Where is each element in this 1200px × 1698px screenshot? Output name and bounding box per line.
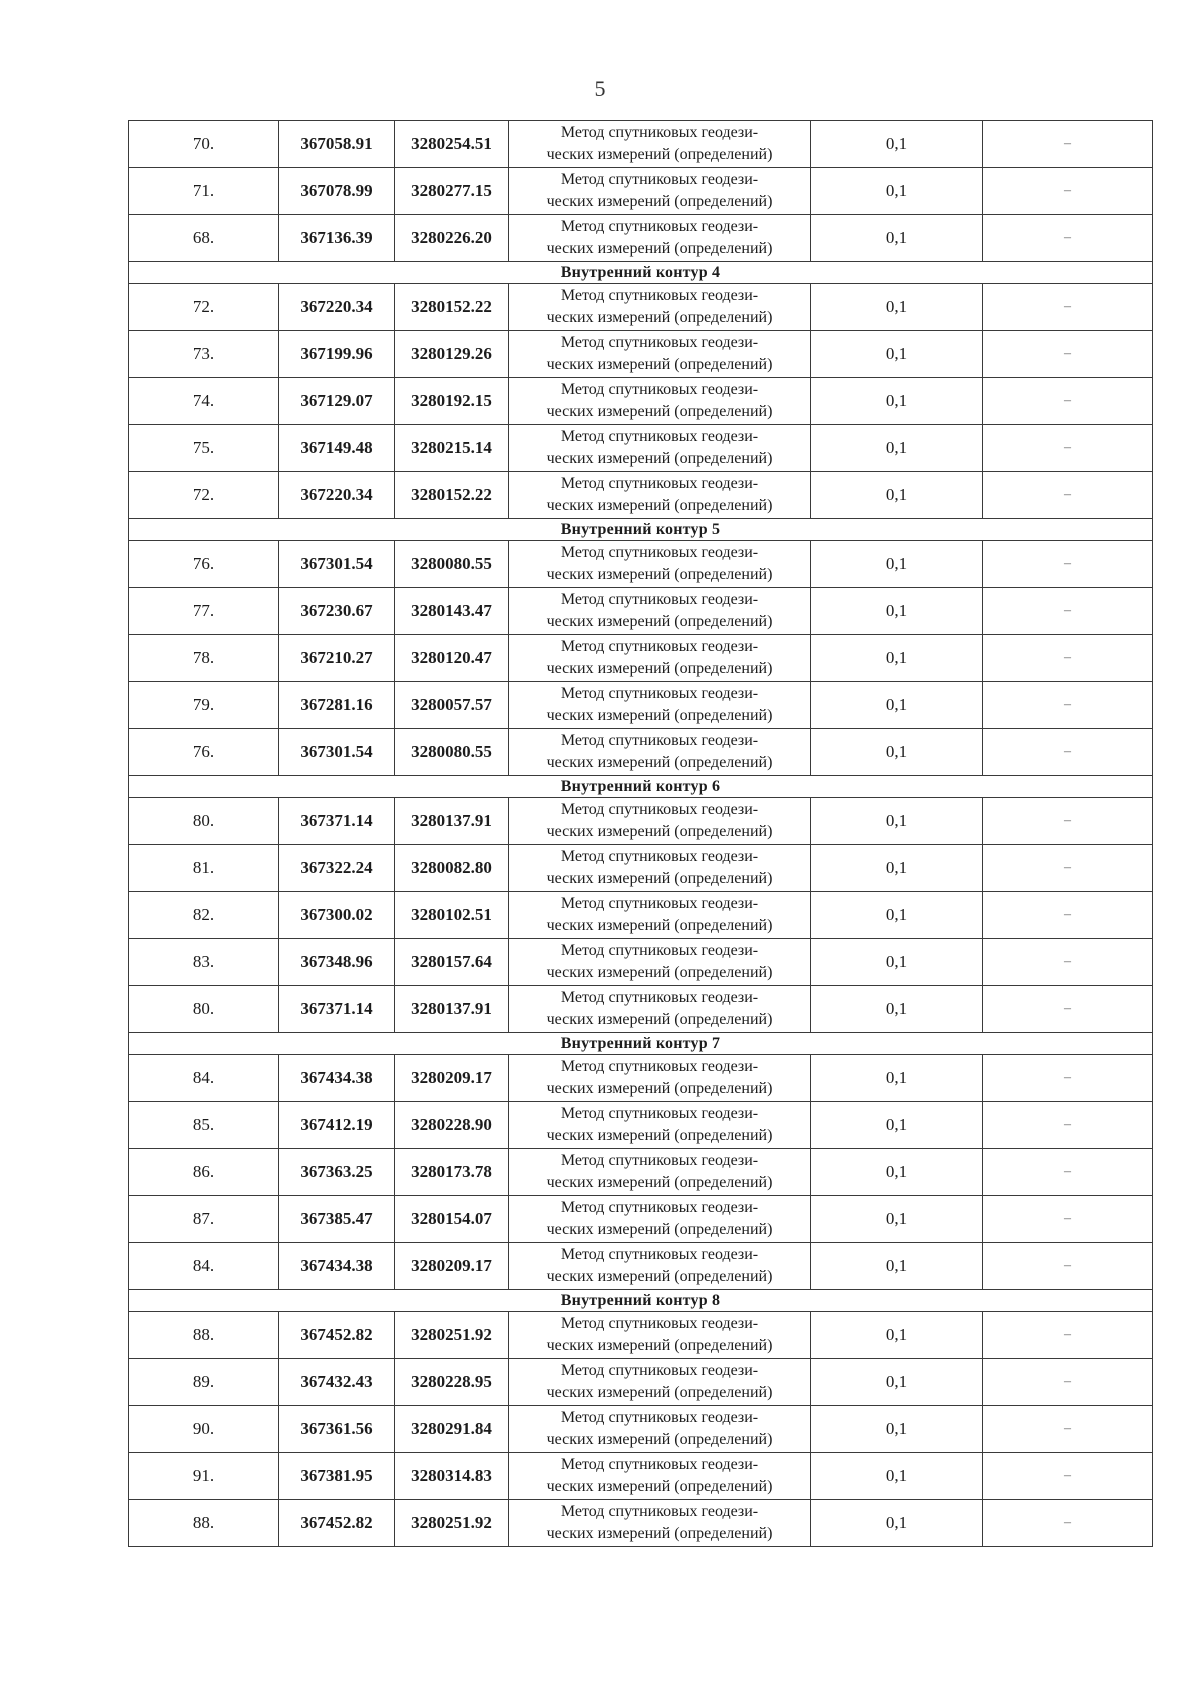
- point-number: 71.: [129, 168, 279, 215]
- x-coordinate: 367371.14: [279, 986, 395, 1033]
- y-coordinate: 3280152.22: [395, 472, 509, 519]
- method-line-1: Метод спутниковых геодези-: [560, 381, 759, 398]
- method-line-1: Метод спутниковых геодези-: [560, 942, 759, 959]
- method-line-1: Метод спутниковых геодези-: [560, 1058, 759, 1075]
- accuracy-value: 0,1: [811, 425, 983, 472]
- description-value: –: [983, 939, 1153, 986]
- method-line-2: ческих измерений (определений): [546, 1431, 773, 1448]
- method-line-2: ческих измерений (определений): [546, 870, 773, 887]
- point-number: 86.: [129, 1149, 279, 1196]
- method-cell: [509, 939, 811, 986]
- method-line-2: ческих измерений (определений): [546, 1080, 773, 1097]
- coordinates-table-body: [129, 121, 1153, 1547]
- point-number: 84.: [129, 1055, 279, 1102]
- contour-header: Внутренний контур 8: [129, 1290, 1153, 1312]
- method-cell: [509, 892, 811, 939]
- method-cell: [509, 1149, 811, 1196]
- x-coordinate: 367230.67: [279, 588, 395, 635]
- description-value: –: [983, 892, 1153, 939]
- x-coordinate: 367210.27: [279, 635, 395, 682]
- method-cell: [509, 986, 811, 1033]
- table-row: [129, 1453, 1153, 1500]
- description-value: –: [983, 1055, 1153, 1102]
- method-cell: [509, 378, 811, 425]
- method-line-1: Метод спутниковых геодези-: [560, 544, 759, 561]
- method-line-1: Метод спутниковых геодези-: [560, 591, 759, 608]
- method-line-2: ческих измерений (определений): [546, 1127, 773, 1144]
- accuracy-value: 0,1: [811, 168, 983, 215]
- coordinates-table: [128, 120, 1153, 1547]
- table-row: [129, 845, 1153, 892]
- point-number: 70.: [129, 121, 279, 168]
- description-value: –: [983, 472, 1153, 519]
- method-line-2: ческих измерений (определений): [546, 1525, 773, 1542]
- table-row: [129, 215, 1153, 262]
- description-value: –: [983, 845, 1153, 892]
- accuracy-value: 0,1: [811, 1196, 983, 1243]
- description-value: –: [983, 284, 1153, 331]
- method-line-1: Метод спутниковых геодези-: [560, 685, 759, 702]
- y-coordinate: 3280228.95: [395, 1359, 509, 1406]
- method-line-1: Метод спутниковых геодези-: [560, 218, 759, 235]
- accuracy-value: 0,1: [811, 331, 983, 378]
- x-coordinate: 367220.34: [279, 284, 395, 331]
- table-row: [129, 939, 1153, 986]
- y-coordinate: 3280137.91: [395, 798, 509, 845]
- point-number: 76.: [129, 729, 279, 776]
- y-coordinate: 3280209.17: [395, 1055, 509, 1102]
- method-cell: [509, 331, 811, 378]
- contour-header-row: [129, 1033, 1153, 1055]
- x-coordinate: 367452.82: [279, 1500, 395, 1547]
- description-value: –: [983, 1243, 1153, 1290]
- accuracy-value: 0,1: [811, 892, 983, 939]
- y-coordinate: 3280228.90: [395, 1102, 509, 1149]
- table-row: [129, 1149, 1153, 1196]
- point-number: 77.: [129, 588, 279, 635]
- description-value: –: [983, 378, 1153, 425]
- method-line-2: ческих измерений (определений): [546, 660, 773, 677]
- x-coordinate: 367432.43: [279, 1359, 395, 1406]
- y-coordinate: 3280137.91: [395, 986, 509, 1033]
- description-value: –: [983, 798, 1153, 845]
- method-line-2: ческих измерений (определений): [546, 613, 773, 630]
- y-coordinate: 3280209.17: [395, 1243, 509, 1290]
- point-number: 85.: [129, 1102, 279, 1149]
- method-cell: [509, 1359, 811, 1406]
- table-row: [129, 1406, 1153, 1453]
- method-cell: [509, 1453, 811, 1500]
- x-coordinate: 367381.95: [279, 1453, 395, 1500]
- y-coordinate: 3280251.92: [395, 1500, 509, 1547]
- method-line-1: Метод спутниковых геодези-: [560, 1246, 759, 1263]
- point-number: 81.: [129, 845, 279, 892]
- accuracy-value: 0,1: [811, 986, 983, 1033]
- accuracy-value: 0,1: [811, 1500, 983, 1547]
- method-line-2: ческих измерений (определений): [546, 754, 773, 771]
- method-line-2: ческих измерений (определений): [546, 1337, 773, 1354]
- table-row: [129, 541, 1153, 588]
- accuracy-value: 0,1: [811, 682, 983, 729]
- method-cell: [509, 541, 811, 588]
- x-coordinate: 367363.25: [279, 1149, 395, 1196]
- point-number: 89.: [129, 1359, 279, 1406]
- accuracy-value: 0,1: [811, 1055, 983, 1102]
- page-number: 5: [594, 76, 606, 101]
- method-line-1: Метод спутниковых геодези-: [560, 1105, 759, 1122]
- x-coordinate: 367300.02: [279, 892, 395, 939]
- y-coordinate: 3280129.26: [395, 331, 509, 378]
- method-line-1: Метод спутниковых геодези-: [560, 124, 759, 141]
- method-line-2: ческих измерений (определений): [546, 1174, 773, 1191]
- y-coordinate: 3280215.14: [395, 425, 509, 472]
- method-line-1: Метод спутниковых геодези-: [560, 1503, 759, 1520]
- accuracy-value: 0,1: [811, 1406, 983, 1453]
- description-value: –: [983, 1406, 1153, 1453]
- x-coordinate: 367348.96: [279, 939, 395, 986]
- accuracy-value: 0,1: [811, 472, 983, 519]
- table-row: [129, 284, 1153, 331]
- point-number: 72.: [129, 472, 279, 519]
- method-cell: [509, 215, 811, 262]
- y-coordinate: 3280157.64: [395, 939, 509, 986]
- y-coordinate: 3280226.20: [395, 215, 509, 262]
- method-cell: [509, 1312, 811, 1359]
- description-value: –: [983, 1453, 1153, 1500]
- description-value: –: [983, 1500, 1153, 1547]
- accuracy-value: 0,1: [811, 215, 983, 262]
- method-line-2: ческих измерений (определений): [546, 566, 773, 583]
- accuracy-value: 0,1: [811, 1149, 983, 1196]
- x-coordinate: 367322.24: [279, 845, 395, 892]
- table-row: [129, 1312, 1153, 1359]
- table-row: [129, 1359, 1153, 1406]
- x-coordinate: 367434.38: [279, 1055, 395, 1102]
- method-line-1: Метод спутниковых геодези-: [560, 848, 759, 865]
- table-row: [129, 588, 1153, 635]
- point-number: 78.: [129, 635, 279, 682]
- x-coordinate: 367136.39: [279, 215, 395, 262]
- method-line-1: Метод спутниковых геодези-: [560, 1199, 759, 1216]
- method-cell: [509, 682, 811, 729]
- accuracy-value: 0,1: [811, 635, 983, 682]
- x-coordinate: 367452.82: [279, 1312, 395, 1359]
- method-cell: [509, 635, 811, 682]
- method-line-2: ческих измерений (определений): [546, 309, 773, 326]
- method-line-1: Метод спутниковых геодези-: [560, 1362, 759, 1379]
- x-coordinate: 367412.19: [279, 1102, 395, 1149]
- x-coordinate: 367361.56: [279, 1406, 395, 1453]
- description-value: –: [983, 986, 1153, 1033]
- table-row: [129, 986, 1153, 1033]
- table-row: [129, 682, 1153, 729]
- table-row: [129, 121, 1153, 168]
- contour-header-row: [129, 776, 1153, 798]
- point-number: 80.: [129, 986, 279, 1033]
- method-line-1: Метод спутниковых геодези-: [560, 287, 759, 304]
- description-value: –: [983, 1312, 1153, 1359]
- point-number: 75.: [129, 425, 279, 472]
- y-coordinate: 3280314.83: [395, 1453, 509, 1500]
- accuracy-value: 0,1: [811, 939, 983, 986]
- accuracy-value: 0,1: [811, 729, 983, 776]
- y-coordinate: 3280120.47: [395, 635, 509, 682]
- x-coordinate: 367301.54: [279, 541, 395, 588]
- method-cell: [509, 1102, 811, 1149]
- accuracy-value: 0,1: [811, 378, 983, 425]
- table-row: [129, 1102, 1153, 1149]
- method-line-1: Метод спутниковых геодези-: [560, 475, 759, 492]
- method-line-2: ческих измерений (определений): [546, 193, 773, 210]
- description-value: –: [983, 425, 1153, 472]
- method-line-2: ческих измерений (определений): [546, 707, 773, 724]
- accuracy-value: 0,1: [811, 1312, 983, 1359]
- contour-header: Внутренний контур 5: [129, 519, 1153, 541]
- description-value: –: [983, 635, 1153, 682]
- y-coordinate: 3280254.51: [395, 121, 509, 168]
- contour-header: Внутренний контур 4: [129, 262, 1153, 284]
- table-row: [129, 1055, 1153, 1102]
- method-line-2: ческих измерений (определений): [546, 146, 773, 163]
- y-coordinate: 3280291.84: [395, 1406, 509, 1453]
- contour-header-row: [129, 519, 1153, 541]
- x-coordinate: 367199.96: [279, 331, 395, 378]
- table-row: [129, 1196, 1153, 1243]
- method-line-1: Метод спутниковых геодези-: [560, 895, 759, 912]
- y-coordinate: 3280192.15: [395, 378, 509, 425]
- method-line-1: Метод спутниковых геодези-: [560, 171, 759, 188]
- contour-header-row: [129, 262, 1153, 284]
- method-line-1: Метод спутниковых геодези-: [560, 1456, 759, 1473]
- description-value: –: [983, 682, 1153, 729]
- table-row: [129, 331, 1153, 378]
- y-coordinate: 3280154.07: [395, 1196, 509, 1243]
- method-line-2: ческих измерений (определений): [546, 450, 773, 467]
- method-line-2: ческих измерений (определений): [546, 1268, 773, 1285]
- table-row: [129, 1500, 1153, 1547]
- point-number: 68.: [129, 215, 279, 262]
- method-line-2: ческих измерений (определений): [546, 1478, 773, 1495]
- method-cell: [509, 845, 811, 892]
- accuracy-value: 0,1: [811, 588, 983, 635]
- method-line-2: ческих измерений (определений): [546, 356, 773, 373]
- description-value: –: [983, 215, 1153, 262]
- method-cell: [509, 1406, 811, 1453]
- point-number: 76.: [129, 541, 279, 588]
- point-number: 83.: [129, 939, 279, 986]
- description-value: –: [983, 729, 1153, 776]
- method-line-2: ческих измерений (определений): [546, 497, 773, 514]
- point-number: 74.: [129, 378, 279, 425]
- accuracy-value: 0,1: [811, 284, 983, 331]
- table-row: [129, 168, 1153, 215]
- method-cell: [509, 1243, 811, 1290]
- description-value: –: [983, 121, 1153, 168]
- accuracy-value: 0,1: [811, 845, 983, 892]
- description-value: –: [983, 1149, 1153, 1196]
- point-number: 82.: [129, 892, 279, 939]
- y-coordinate: 3280082.80: [395, 845, 509, 892]
- description-value: –: [983, 331, 1153, 378]
- x-coordinate: 367149.48: [279, 425, 395, 472]
- method-cell: [509, 121, 811, 168]
- method-line-1: Метод спутниковых геодези-: [560, 428, 759, 445]
- method-line-1: Метод спутниковых геодези-: [560, 989, 759, 1006]
- method-cell: [509, 1196, 811, 1243]
- table-row: [129, 892, 1153, 939]
- point-number: 90.: [129, 1406, 279, 1453]
- point-number: 87.: [129, 1196, 279, 1243]
- method-cell: [509, 472, 811, 519]
- x-coordinate: 367385.47: [279, 1196, 395, 1243]
- method-line-2: ческих измерений (определений): [546, 403, 773, 420]
- description-value: –: [983, 588, 1153, 635]
- table-row: [129, 378, 1153, 425]
- point-number: 72.: [129, 284, 279, 331]
- x-coordinate: 367078.99: [279, 168, 395, 215]
- method-line-2: ческих измерений (определений): [546, 1011, 773, 1028]
- method-line-1: Метод спутниковых геодези-: [560, 732, 759, 749]
- method-line-2: ческих измерений (определений): [546, 964, 773, 981]
- x-coordinate: 367058.91: [279, 121, 395, 168]
- x-coordinate: 367371.14: [279, 798, 395, 845]
- point-number: 88.: [129, 1312, 279, 1359]
- y-coordinate: 3280143.47: [395, 588, 509, 635]
- method-line-2: ческих измерений (определений): [546, 823, 773, 840]
- point-number: 79.: [129, 682, 279, 729]
- y-coordinate: 3280173.78: [395, 1149, 509, 1196]
- method-cell: [509, 588, 811, 635]
- accuracy-value: 0,1: [811, 121, 983, 168]
- x-coordinate: 367220.34: [279, 472, 395, 519]
- point-number: 91.: [129, 1453, 279, 1500]
- description-value: –: [983, 1196, 1153, 1243]
- method-cell: [509, 1055, 811, 1102]
- contour-header: Внутренний контур 6: [129, 776, 1153, 798]
- description-value: –: [983, 168, 1153, 215]
- method-line-2: ческих измерений (определений): [546, 240, 773, 257]
- y-coordinate: 3280080.55: [395, 729, 509, 776]
- x-coordinate: 367129.07: [279, 378, 395, 425]
- table-row: [129, 729, 1153, 776]
- method-cell: [509, 729, 811, 776]
- description-value: –: [983, 1359, 1153, 1406]
- y-coordinate: 3280152.22: [395, 284, 509, 331]
- y-coordinate: 3280102.51: [395, 892, 509, 939]
- y-coordinate: 3280057.57: [395, 682, 509, 729]
- x-coordinate: 367434.38: [279, 1243, 395, 1290]
- accuracy-value: 0,1: [811, 798, 983, 845]
- point-number: 73.: [129, 331, 279, 378]
- x-coordinate: 367281.16: [279, 682, 395, 729]
- method-cell: [509, 168, 811, 215]
- accuracy-value: 0,1: [811, 1359, 983, 1406]
- contour-header: Внутренний контур 7: [129, 1033, 1153, 1055]
- description-value: –: [983, 541, 1153, 588]
- method-line-1: Метод спутниковых геодези-: [560, 1409, 759, 1426]
- point-number: 80.: [129, 798, 279, 845]
- method-line-1: Метод спутниковых геодези-: [560, 1152, 759, 1169]
- y-coordinate: 3280080.55: [395, 541, 509, 588]
- method-line-1: Метод спутниковых геодези-: [560, 801, 759, 818]
- description-value: –: [983, 1102, 1153, 1149]
- accuracy-value: 0,1: [811, 1102, 983, 1149]
- contour-header-row: [129, 1290, 1153, 1312]
- method-line-1: Метод спутниковых геодези-: [560, 638, 759, 655]
- table-row: [129, 635, 1153, 682]
- method-line-2: ческих измерений (определений): [546, 1384, 773, 1401]
- table-row: [129, 425, 1153, 472]
- method-line-1: Метод спутниковых геодези-: [560, 334, 759, 351]
- x-coordinate: 367301.54: [279, 729, 395, 776]
- point-number: 84.: [129, 1243, 279, 1290]
- method-cell: [509, 798, 811, 845]
- accuracy-value: 0,1: [811, 1243, 983, 1290]
- y-coordinate: 3280277.15: [395, 168, 509, 215]
- table-row: [129, 472, 1153, 519]
- table-row: [129, 1243, 1153, 1290]
- y-coordinate: 3280251.92: [395, 1312, 509, 1359]
- method-cell: [509, 425, 811, 472]
- accuracy-value: 0,1: [811, 1453, 983, 1500]
- method-line-1: Метод спутниковых геодези-: [560, 1315, 759, 1332]
- point-number: 88.: [129, 1500, 279, 1547]
- table-row: [129, 798, 1153, 845]
- accuracy-value: 0,1: [811, 541, 983, 588]
- method-cell: [509, 1500, 811, 1547]
- method-cell: [509, 284, 811, 331]
- method-line-2: ческих измерений (определений): [546, 917, 773, 934]
- method-line-2: ческих измерений (определений): [546, 1221, 773, 1238]
